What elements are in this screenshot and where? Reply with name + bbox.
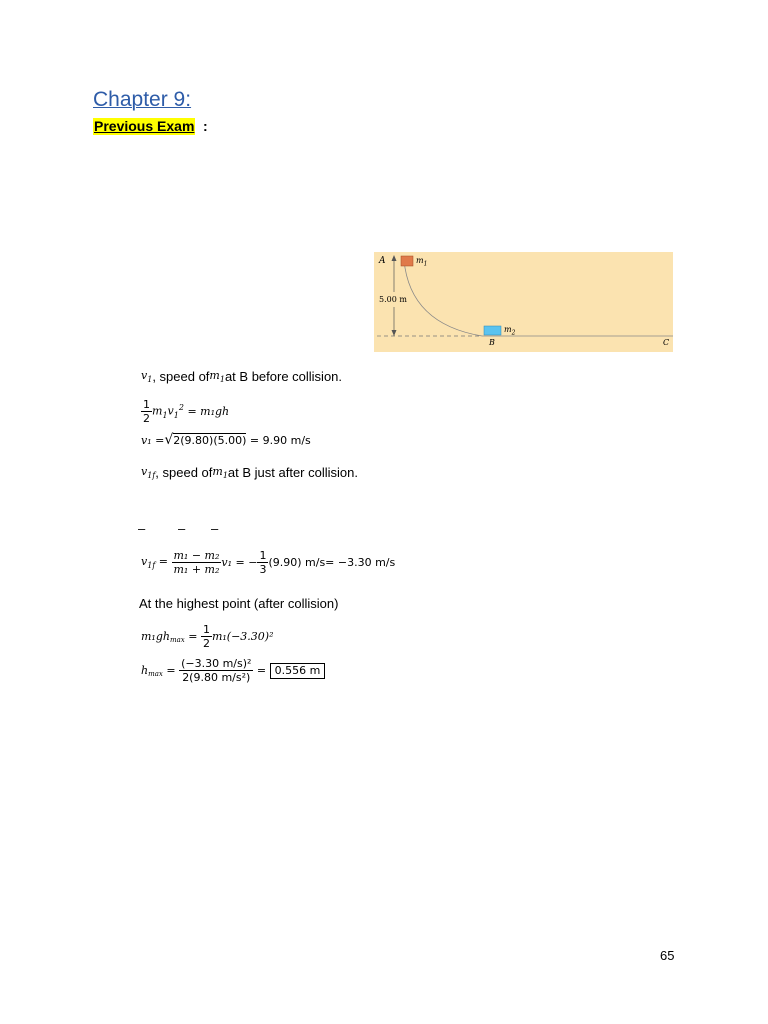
dash-2: –: [178, 521, 186, 536]
solution-line-1: $v_1$ , speed of $m_1$ at B before collision.: [141, 369, 343, 385]
label-a: A: [379, 256, 386, 266]
label-b: B: [489, 338, 495, 347]
height-label: 5.00 m: [379, 295, 407, 304]
dash-1: –: [138, 521, 146, 536]
highest-point-text: At the highest point (after collision): [139, 596, 339, 611]
equation-energy: $\frac{1}{2}$ $m_1v_1^2$ = m₁gh: [143, 398, 230, 425]
page-number: 65: [660, 948, 675, 963]
label-m1: $m_1$: [416, 256, 428, 268]
answer-box: 0.556 m: [270, 663, 326, 679]
solution-line-2: $v_{1f}$ , speed of $m_1$ at B just after collision.: [141, 465, 358, 481]
previous-exam-label: Previous Exam: [94, 118, 195, 134]
figure-ramp: [374, 252, 673, 352]
dash-3: –: [211, 521, 219, 536]
equation-v1f: $v_{1f}$ = $\frac{\text{m₁ − m₂}}{\text{m₁ + m₂}}$ v₁ = − $\frac{1}{3}$ (9.90) m/s= −3.30 m/s: [141, 549, 396, 576]
equation-v1: v₁ = √ 2(9.80)(5.00) = 9.90 m/s: [141, 432, 311, 448]
equation-hmax-result: h max = $\frac{\text{(−3.30 m/s)²}}{\text{2(9.80 m/s²)}}$ = 0.556 m: [141, 657, 325, 684]
equation-hmax-energy: m₁gh max = $\frac{1}{2}$ m₁(−3.30)²: [141, 623, 274, 650]
block-m2: [484, 326, 501, 335]
chapter-title: Chapter 9:: [93, 88, 192, 111]
label-c: C: [663, 338, 670, 347]
label-m2: $m_2$: [504, 325, 516, 337]
block-m1: [401, 256, 413, 266]
previous-exam-colon: :: [203, 118, 208, 134]
